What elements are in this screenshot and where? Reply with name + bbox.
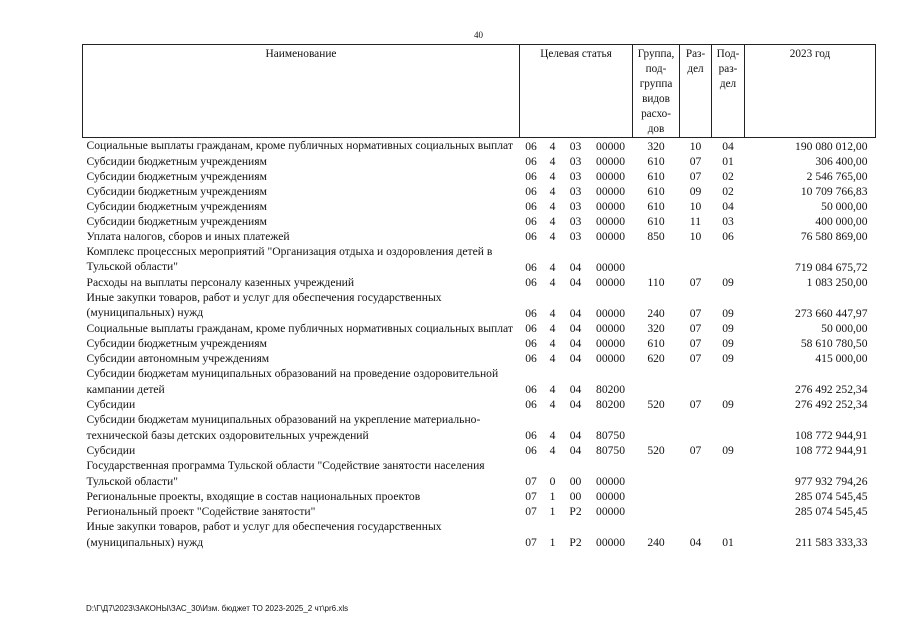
row-subsection <box>712 489 745 504</box>
row-event-code: P2 <box>569 536 582 549</box>
table-row <box>83 397 876 412</box>
row-event-code: 00 <box>569 475 582 488</box>
row-name-cell: Субсидии бюджетам муниципальных образований на укрепление материально-технической базы детских оздоровительных учреждений <box>86 413 481 442</box>
row-event-code: 04 <box>569 275 582 289</box>
row-amount-2023: 50 000,00 <box>821 199 868 213</box>
row-subsection <box>712 504 745 519</box>
row-section: 07 <box>689 444 702 457</box>
row-program-code: 06 <box>525 169 537 183</box>
table-row <box>83 458 876 489</box>
row-expense-group: 320 <box>647 139 665 153</box>
row-amount-2023: 306 400,00 <box>815 154 868 168</box>
row-subsection: 04 <box>722 139 734 153</box>
row-amount-2023: 285 074 545,45 <box>795 490 868 503</box>
row-program-code: 07 <box>525 490 537 503</box>
row-direction-code: 00000 <box>596 275 625 289</box>
row-event-code: 04 <box>569 383 582 396</box>
row-event-code: 04 <box>569 352 582 365</box>
row-subprogram-code: 1 <box>549 536 556 549</box>
row-subprogram-code: 4 <box>549 154 556 168</box>
row-program-code: 07 <box>525 505 537 518</box>
row-program-code: 06 <box>525 398 537 411</box>
row-direction-code: 00000 <box>596 306 625 320</box>
row-direction-code: 00000 <box>596 184 625 198</box>
row-amount-2023: 285 074 545,45 <box>795 505 868 518</box>
row-event-code: 04 <box>569 398 582 411</box>
row-program-code: 06 <box>525 322 537 335</box>
row-event-code: 03 <box>569 139 582 153</box>
row-subprogram-code: 4 <box>549 214 556 228</box>
table-row <box>83 154 876 169</box>
row-amount-2023: 108 772 944,91 <box>795 444 868 457</box>
row-section: 04 <box>689 536 702 549</box>
header-group-line: расхо- <box>641 108 671 120</box>
row-amount-2023: 276 492 252,34 <box>795 398 868 411</box>
row-event-code: 03 <box>569 214 582 228</box>
row-section: 10 <box>689 199 702 213</box>
row-name-cell: Субсидии <box>86 444 136 457</box>
row-section: 07 <box>689 398 702 411</box>
row-subsection <box>712 412 745 443</box>
row-expense-group <box>633 504 680 519</box>
row-name-cell: Иные закупки товаров, работ и услуг для обеспечения государственных (муниципальных) нужд <box>86 520 442 549</box>
row-expense-group: 610 <box>647 214 665 228</box>
row-expense-group <box>633 366 680 397</box>
row-subprogram-code: 4 <box>549 444 556 457</box>
row-expense-group: 850 <box>647 229 665 243</box>
row-subsection: 09 <box>722 444 734 457</box>
row-event-code: 03 <box>569 154 582 168</box>
row-section: 07 <box>689 169 702 183</box>
row-name-cell: Субсидии бюджетам муниципальных образований на проведение оздоровительной кампании детей <box>86 367 499 396</box>
row-section: 07 <box>689 275 702 289</box>
row-subsection: 09 <box>722 322 734 335</box>
row-direction-code: 00000 <box>596 199 625 213</box>
row-amount-2023: 58 610 780,50 <box>800 337 868 350</box>
row-section: 07 <box>689 352 702 365</box>
footer-file-path: D:\Г\Д7\2023\ЗАКОНЫ\ЗАС_30\Изм. бюджет ТО 2023-2025_2 чт\pr6.xls <box>86 604 349 613</box>
row-event-code: 03 <box>569 184 582 198</box>
table-row <box>83 366 876 397</box>
table-row <box>83 244 876 275</box>
row-amount-2023: 276 492 252,34 <box>795 383 868 396</box>
row-name-cell: Субсидии бюджетным учреждениям <box>86 199 267 213</box>
row-direction-code: 00000 <box>596 337 625 350</box>
row-subprogram-code: 4 <box>549 306 556 320</box>
row-amount-2023: 76 580 869,00 <box>800 229 868 243</box>
row-program-code: 06 <box>525 337 537 350</box>
row-expense-group: 620 <box>647 352 665 365</box>
header-subsection-line: раз- <box>718 63 738 75</box>
row-direction-code: 00000 <box>596 490 625 503</box>
row-amount-2023: 50 000,00 <box>821 322 868 335</box>
header-group-line: Группа, <box>637 48 675 60</box>
row-expense-group: 110 <box>647 275 665 289</box>
row-subsection: 02 <box>722 184 734 198</box>
header-subsection-line: дел <box>719 78 737 90</box>
row-program-code: 06 <box>525 229 537 243</box>
row-program-code: 06 <box>525 154 537 168</box>
row-name-cell: Субсидии автономным учреждениям <box>86 352 270 365</box>
table-row <box>83 443 876 458</box>
row-direction-code: 00000 <box>596 322 625 335</box>
row-name-cell: Государственная программа Тульской области "Содействие занятости населения Тульской области" <box>86 459 485 488</box>
row-name-cell: Субсидии бюджетным учреждениям <box>86 337 267 350</box>
row-amount-2023: 273 660 447,97 <box>795 306 868 320</box>
row-subsection: 04 <box>722 199 734 213</box>
table-row <box>83 519 876 550</box>
row-direction-code: 00000 <box>596 154 625 168</box>
row-event-code: 04 <box>569 337 582 350</box>
row-direction-code: 80750 <box>596 429 625 442</box>
row-name-cell: Региональный проект "Содействие занятости" <box>86 505 316 518</box>
row-expense-group: 520 <box>647 398 665 411</box>
row-subsection: 06 <box>722 229 734 243</box>
row-event-code: 04 <box>569 429 582 442</box>
table-row <box>83 336 876 351</box>
budget-table <box>82 44 876 550</box>
row-name-cell: Субсидии бюджетным учреждениям <box>86 184 267 198</box>
row-event-code: 03 <box>569 199 582 213</box>
row-name-cell: Расходы на выплаты персоналу казенных учреждений <box>86 275 355 289</box>
row-section: 10 <box>689 139 702 153</box>
row-section: 07 <box>689 154 702 168</box>
row-section <box>680 504 712 519</box>
row-expense-group: 610 <box>647 154 665 168</box>
row-section <box>680 458 712 489</box>
row-expense-group: 320 <box>647 322 665 335</box>
row-subsection: 09 <box>722 337 734 350</box>
row-section <box>680 412 712 443</box>
row-program-code: 07 <box>525 475 537 488</box>
row-subsection: 09 <box>722 275 734 289</box>
row-subprogram-code: 0 <box>549 475 556 488</box>
row-subprogram-code: 4 <box>549 169 556 183</box>
row-direction-code: 00000 <box>596 169 625 183</box>
row-expense-group: 610 <box>647 337 665 350</box>
row-amount-2023: 719 084 675,72 <box>795 260 868 274</box>
table-row <box>83 229 876 244</box>
row-section: 10 <box>689 229 702 243</box>
row-section: 07 <box>689 322 702 335</box>
row-subprogram-code: 1 <box>549 505 556 518</box>
row-name-cell: Региональные проекты, входящие в состав национальных проектов <box>86 490 421 503</box>
row-expense-group <box>633 458 680 489</box>
header-section-line: дел <box>687 63 704 75</box>
header-target-article: Целевая статья <box>520 45 633 138</box>
row-amount-2023: 2 546 765,00 <box>806 169 868 183</box>
row-program-code: 06 <box>525 199 537 213</box>
row-expense-group: 520 <box>647 444 665 457</box>
row-program-code: 06 <box>525 352 537 365</box>
header-group-line: видов <box>642 93 670 105</box>
row-subsection: 01 <box>722 154 734 168</box>
table-row <box>83 214 876 229</box>
header-group-line: группа <box>639 78 673 90</box>
row-subprogram-code: 4 <box>549 275 556 289</box>
budget-table-sheet <box>82 44 875 550</box>
row-amount-2023: 400 000,00 <box>815 214 868 228</box>
row-subsection <box>712 244 745 275</box>
table-row <box>83 290 876 321</box>
row-subprogram-code: 4 <box>549 139 556 153</box>
row-program-code: 06 <box>525 383 537 396</box>
row-expense-group: 240 <box>647 306 665 320</box>
row-name-cell: Субсидии бюджетным учреждениям <box>86 169 267 183</box>
row-subsection: 09 <box>722 398 734 411</box>
row-expense-group <box>633 244 680 275</box>
table-row <box>83 321 876 337</box>
row-subprogram-code: 4 <box>549 322 556 335</box>
table-row <box>83 412 876 443</box>
row-expense-group <box>633 489 680 504</box>
row-program-code: 06 <box>525 444 537 457</box>
row-name-cell: Комплекс процессных мероприятий "Организация отдыха и оздоровления детей в Тульской области" <box>86 244 493 273</box>
row-direction-code: 80200 <box>596 383 625 396</box>
row-subprogram-code: 4 <box>549 199 556 213</box>
table-row <box>83 351 876 366</box>
row-program-code: 06 <box>525 275 537 289</box>
row-amount-2023: 211 583 333,33 <box>795 536 868 549</box>
row-section: 09 <box>689 184 702 198</box>
table-row <box>83 489 876 504</box>
row-amount-2023: 10 709 766,83 <box>800 184 868 198</box>
table-body <box>83 138 876 551</box>
row-expense-group: 610 <box>647 199 665 213</box>
row-direction-code: 00000 <box>596 505 625 518</box>
row-direction-code: 00000 <box>596 352 625 365</box>
row-amount-2023: 108 772 944,91 <box>795 429 868 442</box>
row-direction-code: 00000 <box>596 536 625 549</box>
table-header <box>83 45 876 138</box>
row-subprogram-code: 1 <box>549 490 556 503</box>
row-subprogram-code: 4 <box>549 398 556 411</box>
row-amount-2023: 415 000,00 <box>815 352 868 365</box>
row-name-cell: Иные закупки товаров, работ и услуг для обеспечения государственных (муниципальных) нужд <box>86 290 442 319</box>
table-row <box>83 184 876 199</box>
row-name-cell: Уплата налогов, сборов и иных платежей <box>86 229 290 243</box>
row-subsection: 09 <box>722 352 734 365</box>
row-amount-2023: 1 083 250,00 <box>806 275 868 289</box>
row-expense-group: 610 <box>647 169 665 183</box>
row-program-code: 06 <box>525 306 537 320</box>
row-event-code: 03 <box>569 229 582 243</box>
row-section <box>680 244 712 275</box>
row-subprogram-code: 4 <box>549 229 556 243</box>
row-name-cell: Социальные выплаты гражданам, кроме публичных нормативных социальных выплат <box>86 139 513 152</box>
row-subsection: 02 <box>722 169 734 183</box>
row-section <box>680 489 712 504</box>
row-event-code: 03 <box>569 169 582 183</box>
row-amount-2023: 977 932 794,26 <box>795 475 868 488</box>
row-name-cell: Социальные выплаты гражданам, кроме публичных нормативных социальных выплат <box>86 321 513 335</box>
row-direction-code: 00000 <box>596 214 625 228</box>
row-direction-code: 80750 <box>596 444 625 457</box>
header-group-line: дов <box>647 123 665 135</box>
row-event-code: 04 <box>569 260 582 274</box>
row-event-code: 04 <box>569 444 582 457</box>
page-number: 40 <box>474 30 483 40</box>
table-row <box>83 138 876 154</box>
row-subsection: 09 <box>722 306 734 320</box>
table-row <box>83 275 876 290</box>
row-program-code: 06 <box>525 139 537 153</box>
header-section <box>680 45 712 138</box>
header-group-line: под- <box>645 63 667 75</box>
header-subsection-line: Под- <box>716 48 740 60</box>
row-subsection <box>712 458 745 489</box>
row-section <box>680 366 712 397</box>
row-amount-2023: 190 080 012,00 <box>795 139 868 153</box>
row-program-code: 06 <box>525 260 537 274</box>
row-subprogram-code: 4 <box>549 429 556 442</box>
header-year-2023: 2023 год <box>745 45 876 138</box>
row-name-cell: Субсидии бюджетным учреждениям <box>86 154 267 168</box>
row-event-code: P2 <box>569 505 582 518</box>
row-section: 07 <box>689 306 702 320</box>
row-subprogram-code: 4 <box>549 337 556 350</box>
row-direction-code: 80200 <box>596 398 625 411</box>
row-event-code: 04 <box>569 322 582 335</box>
row-subprogram-code: 4 <box>549 352 556 365</box>
row-name-cell: Субсидии бюджетным учреждениям <box>86 214 267 228</box>
header-section-line: Раз- <box>685 48 706 60</box>
row-event-code: 00 <box>569 490 582 503</box>
row-name-cell: Субсидии <box>86 398 136 411</box>
row-subsection: 01 <box>722 536 734 549</box>
row-subsection: 03 <box>722 214 734 228</box>
row-direction-code: 00000 <box>596 139 625 153</box>
row-subprogram-code: 4 <box>549 184 556 198</box>
table-row <box>83 169 876 184</box>
header-subsection <box>712 45 745 138</box>
row-program-code: 06 <box>525 214 537 228</box>
header-name: Наименование <box>83 45 520 138</box>
row-subprogram-code: 4 <box>549 260 556 274</box>
row-section: 11 <box>689 214 702 228</box>
row-event-code: 04 <box>569 306 582 320</box>
row-subprogram-code: 4 <box>549 383 556 396</box>
row-expense-group: 610 <box>647 184 665 198</box>
row-direction-code: 00000 <box>596 229 625 243</box>
table-row <box>83 504 876 519</box>
row-expense-group <box>633 412 680 443</box>
row-subsection <box>712 366 745 397</box>
row-program-code: 07 <box>525 536 537 549</box>
row-program-code: 06 <box>525 429 537 442</box>
row-expense-group: 240 <box>647 536 665 549</box>
row-direction-code: 00000 <box>596 475 625 488</box>
row-direction-code: 00000 <box>596 260 625 274</box>
header-expense-group <box>633 45 680 138</box>
row-section: 07 <box>689 337 702 350</box>
table-row <box>83 199 876 214</box>
row-program-code: 06 <box>525 184 537 198</box>
